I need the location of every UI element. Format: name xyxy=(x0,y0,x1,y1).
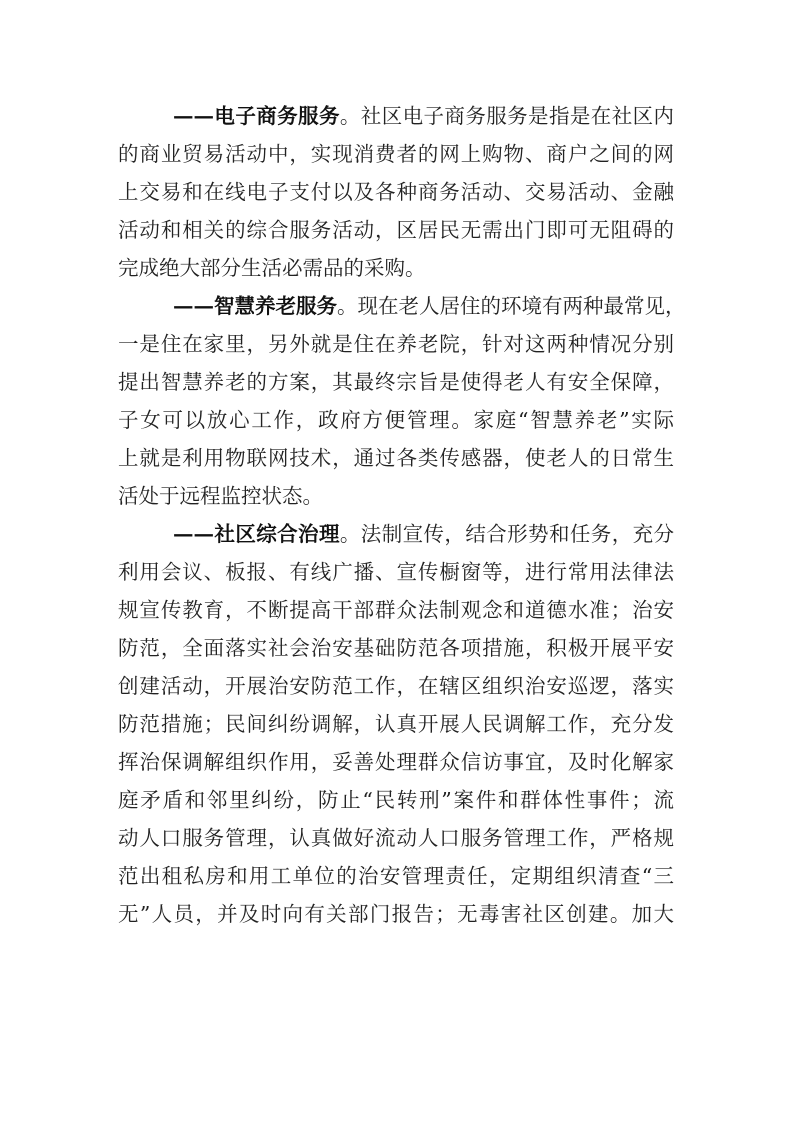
text-line: 。现在老人居住的环境有两种最常见， xyxy=(337,294,686,318)
text-line: 范出租私房和用工单位的治安管理责任，定期组织清查“三 xyxy=(118,864,674,888)
text-line: 防范措施；民间纠纷调解，认真开展人民调解工作，充分发 xyxy=(118,712,674,736)
text-line: 完成绝大部分生活必需品的采购。 xyxy=(118,256,426,280)
text-line: 无”人员，并及时向有关部门报告；无毒害社区创建。加大 xyxy=(118,902,674,926)
text-line: 挥治保调解组织作用，妥善处理群众信访事宜，及时化解家 xyxy=(118,750,674,774)
text-line: 利用会议、板报、有线广播、宣传橱窗等，进行常用法律法 xyxy=(118,560,674,584)
text-line: 上交易和在线电子支付以及各种商务活动、交易活动、金融 xyxy=(118,180,674,204)
paragraph-first-line xyxy=(118,97,674,135)
text-line: 规宣传教育，不断提高干部群众法制观念和道德水准；治安 xyxy=(118,598,674,622)
text-line: 防范，全面落实社会治安基础防范各项措施，积极开展平安 xyxy=(118,636,674,660)
text-line: 提出智慧养老的方案，其最终宗旨是使得老人有安全保障， xyxy=(118,370,674,394)
paragraph-heading: ——智慧养老服务 xyxy=(173,294,337,318)
text-line: 。社区电子商务服务是指是在社区内 xyxy=(339,104,675,128)
text-line: 动人口服务管理，认真做好流动人口服务管理工作，严格规 xyxy=(118,826,674,850)
text-line: 子女可以放心工作，政府方便管理。家庭“智慧养老”实际 xyxy=(118,408,674,432)
text-line: 庭矛盾和邻里纠纷，防止“民转刑”案件和群体性事件；流 xyxy=(118,788,674,812)
paragraph-smart-elderly-care xyxy=(118,287,686,515)
paragraph-first-line xyxy=(118,515,674,553)
paragraph-community-governance xyxy=(118,515,674,933)
text-line: 一是住在家里，另外就是住在养老院，针对这两种情况分别 xyxy=(118,332,674,356)
text-line: 创建活动，开展治安防范工作，在辖区组织治安巡逻，落实 xyxy=(118,674,674,698)
paragraph-first-line xyxy=(118,287,686,325)
paragraph-heading: ——社区综合治理 xyxy=(173,522,340,546)
text-line: 的商业贸易活动中，实现消费者的网上购物、商户之间的网 xyxy=(118,142,674,166)
text-line: 上就是利用物联网技术，通过各类传感器，使老人的日常生 xyxy=(118,446,674,470)
text-line: 。法制宣传，结合形势和任务，充分 xyxy=(339,522,675,546)
paragraph-ecommerce-service xyxy=(118,97,674,287)
document-body xyxy=(118,97,686,933)
text-line: 活处于远程监控状态。 xyxy=(118,484,323,508)
paragraph-heading: ——电子商务服务 xyxy=(173,104,340,128)
text-line: 活动和相关的综合服务活动，区居民无需出门即可无阻碍的 xyxy=(118,218,674,242)
